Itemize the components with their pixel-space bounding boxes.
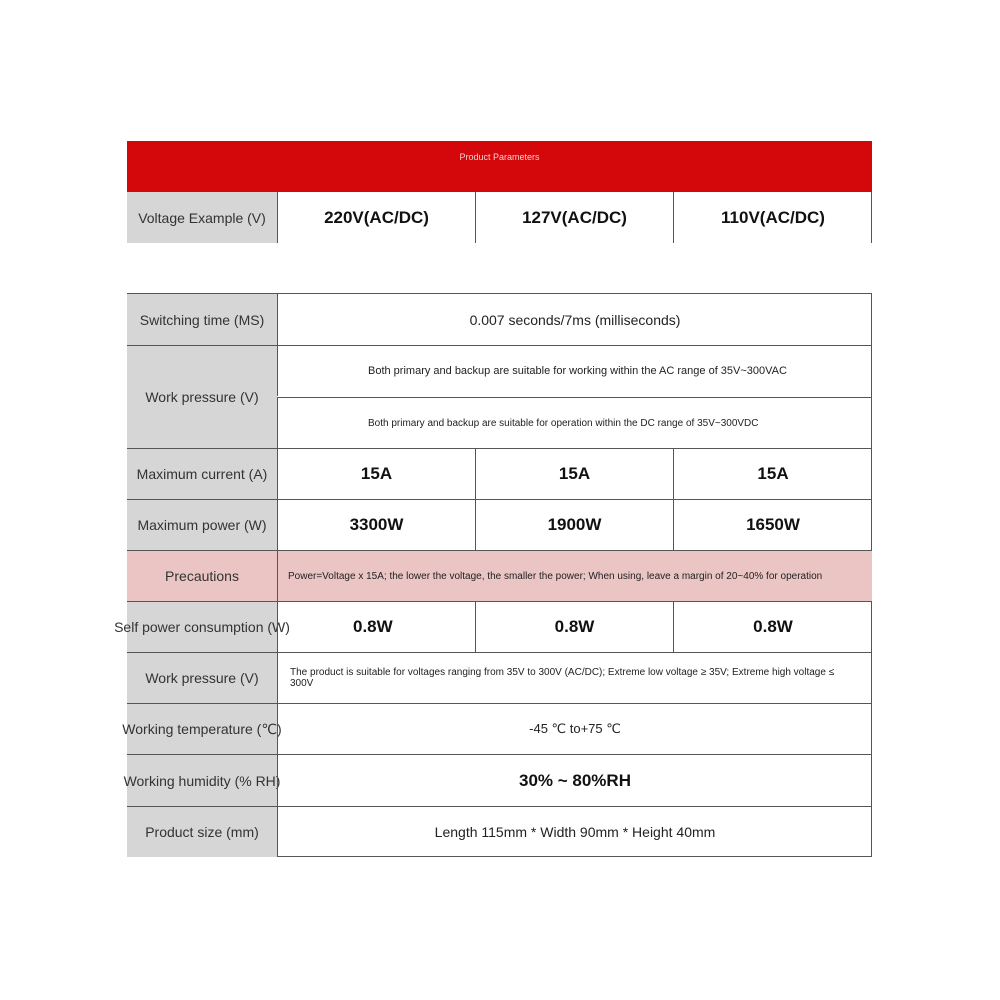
max-power-value-1: 3300W (277, 500, 475, 550)
self-power-value-1: 0.8W (277, 602, 475, 652)
max-current-row (127, 448, 872, 499)
precautions-text: Power=Voltage x 15A; the lower the voltage, the smaller the power; When using, leave a margin of 20~40% for operation (277, 551, 872, 601)
work-pressure-2-text: The product is suitable for voltages ranging from 35V to 300V (AC/DC); Extreme low voltage ≥ 35V; Extreme high voltage ≤ 300V (277, 653, 872, 703)
self-power-label: Self power consumption (W) (127, 602, 277, 652)
work-pressure-dc: Both primary and backup are suitable for operation within the DC range of 35V~300VDC (277, 397, 872, 449)
switching-time-row (127, 294, 872, 345)
working-temperature-label: Working temperature (℃) (127, 704, 277, 754)
product-size-value: Length 115mm * Width 90mm * Height 40mm (277, 807, 872, 857)
voltage-example-row (127, 192, 872, 243)
max-power-row (127, 499, 872, 550)
parameter-table (114, 293, 872, 857)
working-humidity-value: 30% ~ 80%RH (277, 755, 872, 806)
switching-time-label: Switching time (MS) (127, 294, 277, 345)
work-pressure-2-label: Work pressure (V) (127, 653, 277, 703)
working-temperature-value: -45 ℃ to+75 ℃ (277, 704, 872, 754)
precautions-row (127, 550, 872, 601)
voltage-value-220: 220V(AC/DC) (277, 192, 475, 243)
max-power-value-3: 1650W (673, 500, 872, 550)
max-power-value-2: 1900W (475, 500, 673, 550)
work-pressure-ac: Both primary and backup are suitable for working within the AC range of 35V~300VAC (277, 346, 872, 396)
max-current-label: Maximum current (A) (127, 449, 277, 499)
voltage-value-110: 110V(AC/DC) (673, 192, 872, 243)
max-current-value-2: 15A (475, 449, 673, 499)
product-size-row (127, 806, 872, 857)
self-power-value-3: 0.8W (673, 602, 872, 652)
working-humidity-label: Working humidity (% RH) (127, 755, 277, 806)
voltage-example-label: Voltage Example (V) (127, 192, 277, 243)
product-parameters-header (127, 141, 872, 192)
self-power-row (114, 601, 872, 652)
switching-time-value: 0.007 seconds/7ms (milliseconds) (277, 294, 872, 345)
precautions-label: Precautions (127, 551, 277, 601)
working-humidity-row (123, 754, 872, 806)
work-pressure-row (127, 345, 872, 448)
work-pressure-label: Work pressure (V) (127, 346, 277, 448)
work-pressure-2-row (127, 652, 872, 703)
header-title: Product Parameters (459, 152, 540, 162)
self-power-value-2: 0.8W (475, 602, 673, 652)
max-current-value-3: 15A (673, 449, 872, 499)
max-current-value-1: 15A (277, 449, 475, 499)
voltage-value-127: 127V(AC/DC) (475, 192, 673, 243)
working-temperature-row (122, 703, 872, 754)
product-size-label: Product size (mm) (127, 807, 277, 857)
max-power-label: Maximum power (W) (127, 500, 277, 550)
